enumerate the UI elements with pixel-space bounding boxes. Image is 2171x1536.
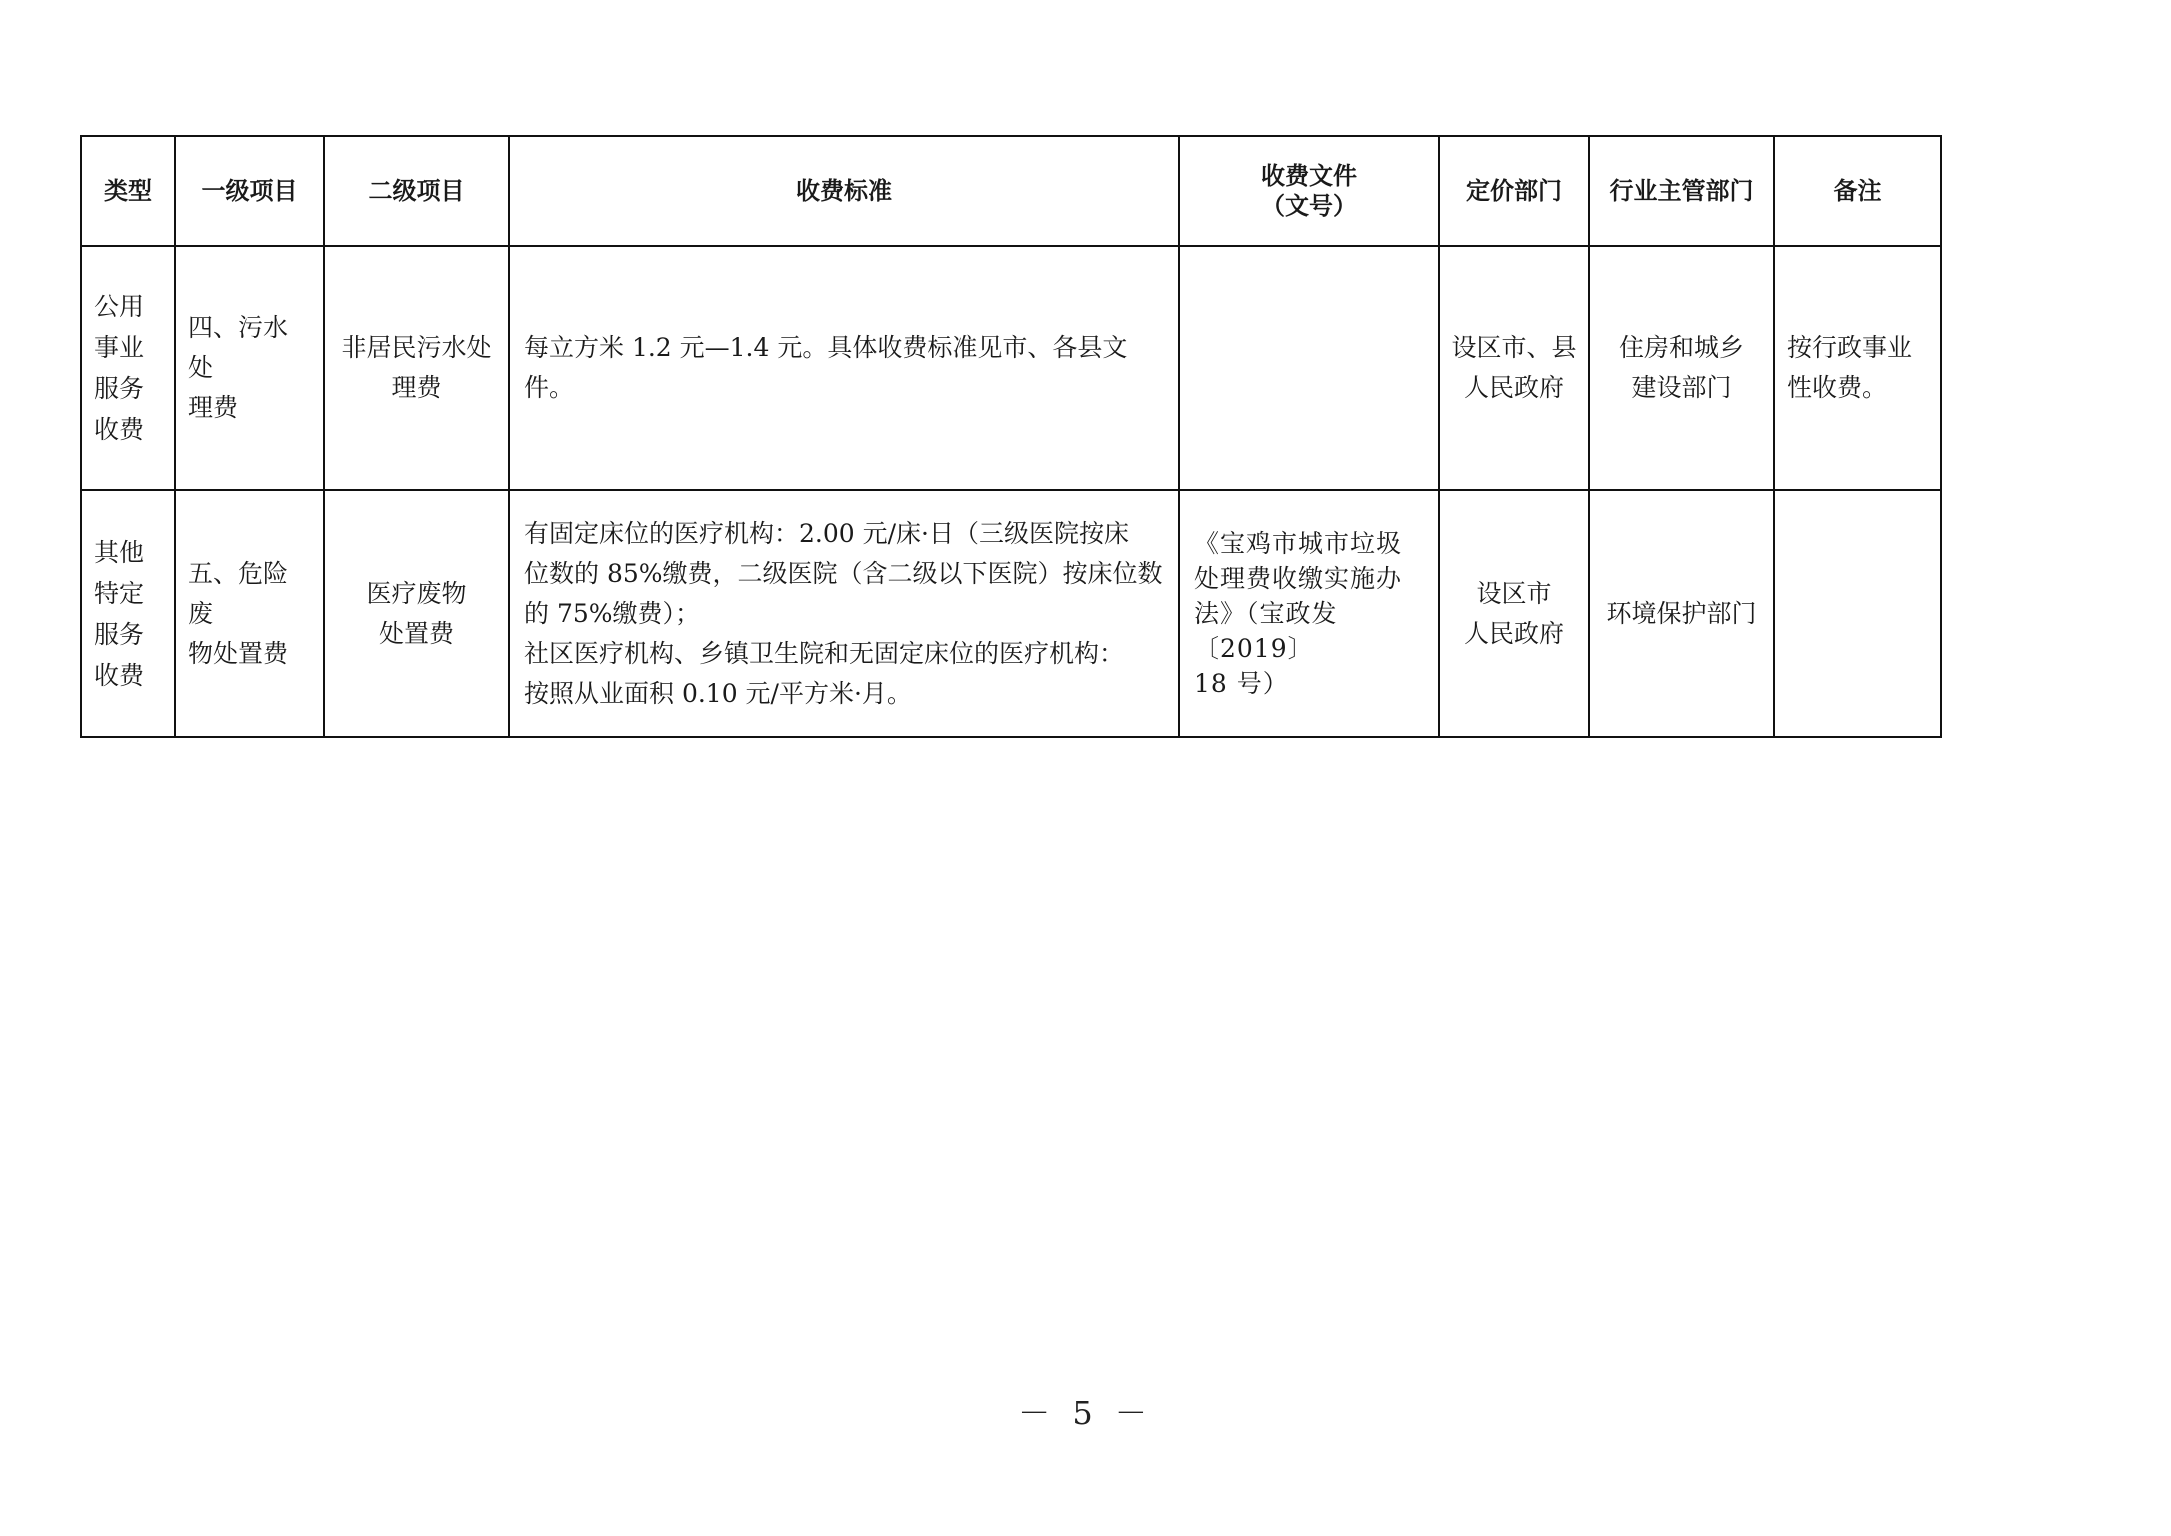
cell-remarks: [1774, 246, 1941, 490]
header-level1: 一级项目: [175, 136, 324, 246]
cell-line: 人民政府: [1463, 373, 1564, 402]
cell-line: 事业: [94, 333, 145, 362]
cell-line: 公用: [94, 292, 145, 321]
cell-line: 法》（宝政发〔2019〕: [1194, 599, 1338, 663]
cell-type: [81, 490, 175, 737]
cell-line: 处理费收缴实施办: [1194, 564, 1403, 593]
cell-line: 理费: [188, 393, 239, 422]
cell-line: 建设部门: [1631, 373, 1732, 402]
cell-line: 处置费: [378, 618, 454, 648]
cell-line: 18 号）: [1194, 669, 1289, 698]
header-standard: 收费标准: [509, 136, 1179, 246]
cell-doc: [1179, 246, 1439, 490]
cell-line: 按照从业面积 0.10 元/平方米·月。: [524, 678, 912, 708]
cell-line: 环境保护部门: [1606, 598, 1757, 628]
cell-line: 有固定床位的医疗机构：2.00 元/床·日（三级医院按床: [524, 518, 1129, 548]
cell-line: 住房和城乡: [1618, 333, 1744, 362]
cell-line: 服务: [94, 619, 145, 649]
cell-line: 特定: [94, 578, 145, 608]
header-doc-line2: （文号）: [1261, 192, 1357, 220]
cell-standard: [509, 246, 1179, 490]
cell-line: 服务: [94, 374, 145, 403]
header-remarks: 备注: [1774, 136, 1941, 246]
cell-level2: [324, 246, 509, 490]
cell-line: 四、污水处: [188, 313, 289, 382]
cell-doc: [1179, 490, 1439, 737]
cell-line: 其他: [94, 537, 145, 567]
cell-line: 收费: [94, 415, 145, 444]
fee-table: [80, 135, 1942, 738]
cell-line: 人民政府: [1463, 618, 1564, 648]
cell-level2: [324, 490, 509, 737]
header-industry-dept: 行业主管部门: [1589, 136, 1774, 246]
table-row: [81, 246, 1941, 490]
header-type: 类型: [81, 136, 175, 246]
cell-line: 医疗废物: [366, 578, 467, 608]
cell-line: 按行政事业: [1787, 333, 1913, 362]
cell-line: 每立方米 1.2 元—1.4 元。具体收费标准见市、各县文件。: [524, 333, 1128, 402]
cell-pricing-dept: [1439, 490, 1589, 737]
header-doc: [1179, 136, 1439, 246]
cell-line: 的 75%缴费）；: [524, 598, 701, 628]
cell-line: 收费: [94, 660, 145, 690]
cell-line: 物处置费: [188, 638, 289, 668]
cell-industry-dept: [1589, 490, 1774, 737]
cell-line: 理费: [391, 373, 442, 402]
cell-line: 五、危险废: [188, 558, 289, 628]
cell-line: 非居民污水处: [341, 333, 492, 362]
cell-remarks: [1774, 490, 1941, 737]
header-level2: 二级项目: [324, 136, 509, 246]
cell-level1: [175, 490, 324, 737]
cell-type: [81, 246, 175, 490]
table-row: [81, 490, 1941, 737]
header-pricing-dept: 定价部门: [1439, 136, 1589, 246]
cell-line: 设区市: [1476, 578, 1552, 608]
header-doc-line1: 收费文件: [1261, 162, 1357, 190]
cell-industry-dept: [1589, 246, 1774, 490]
cell-level1: [175, 246, 324, 490]
cell-standard: [509, 490, 1179, 737]
cell-line: 设区市、县: [1451, 333, 1577, 362]
cell-line: 《宝鸡市城市垃圾: [1194, 529, 1403, 558]
page-number: － 5 －: [1018, 1394, 1153, 1432]
cell-line: 位数的 85%缴费，二级医院（含二级以下医院）按床位数: [524, 558, 1163, 588]
header-row: [81, 136, 1941, 246]
cell-pricing-dept: [1439, 246, 1589, 490]
cell-line: 社区医疗机构、乡镇卫生院和无固定床位的医疗机构：: [524, 638, 1125, 668]
cell-line: 性收费。: [1787, 373, 1888, 402]
